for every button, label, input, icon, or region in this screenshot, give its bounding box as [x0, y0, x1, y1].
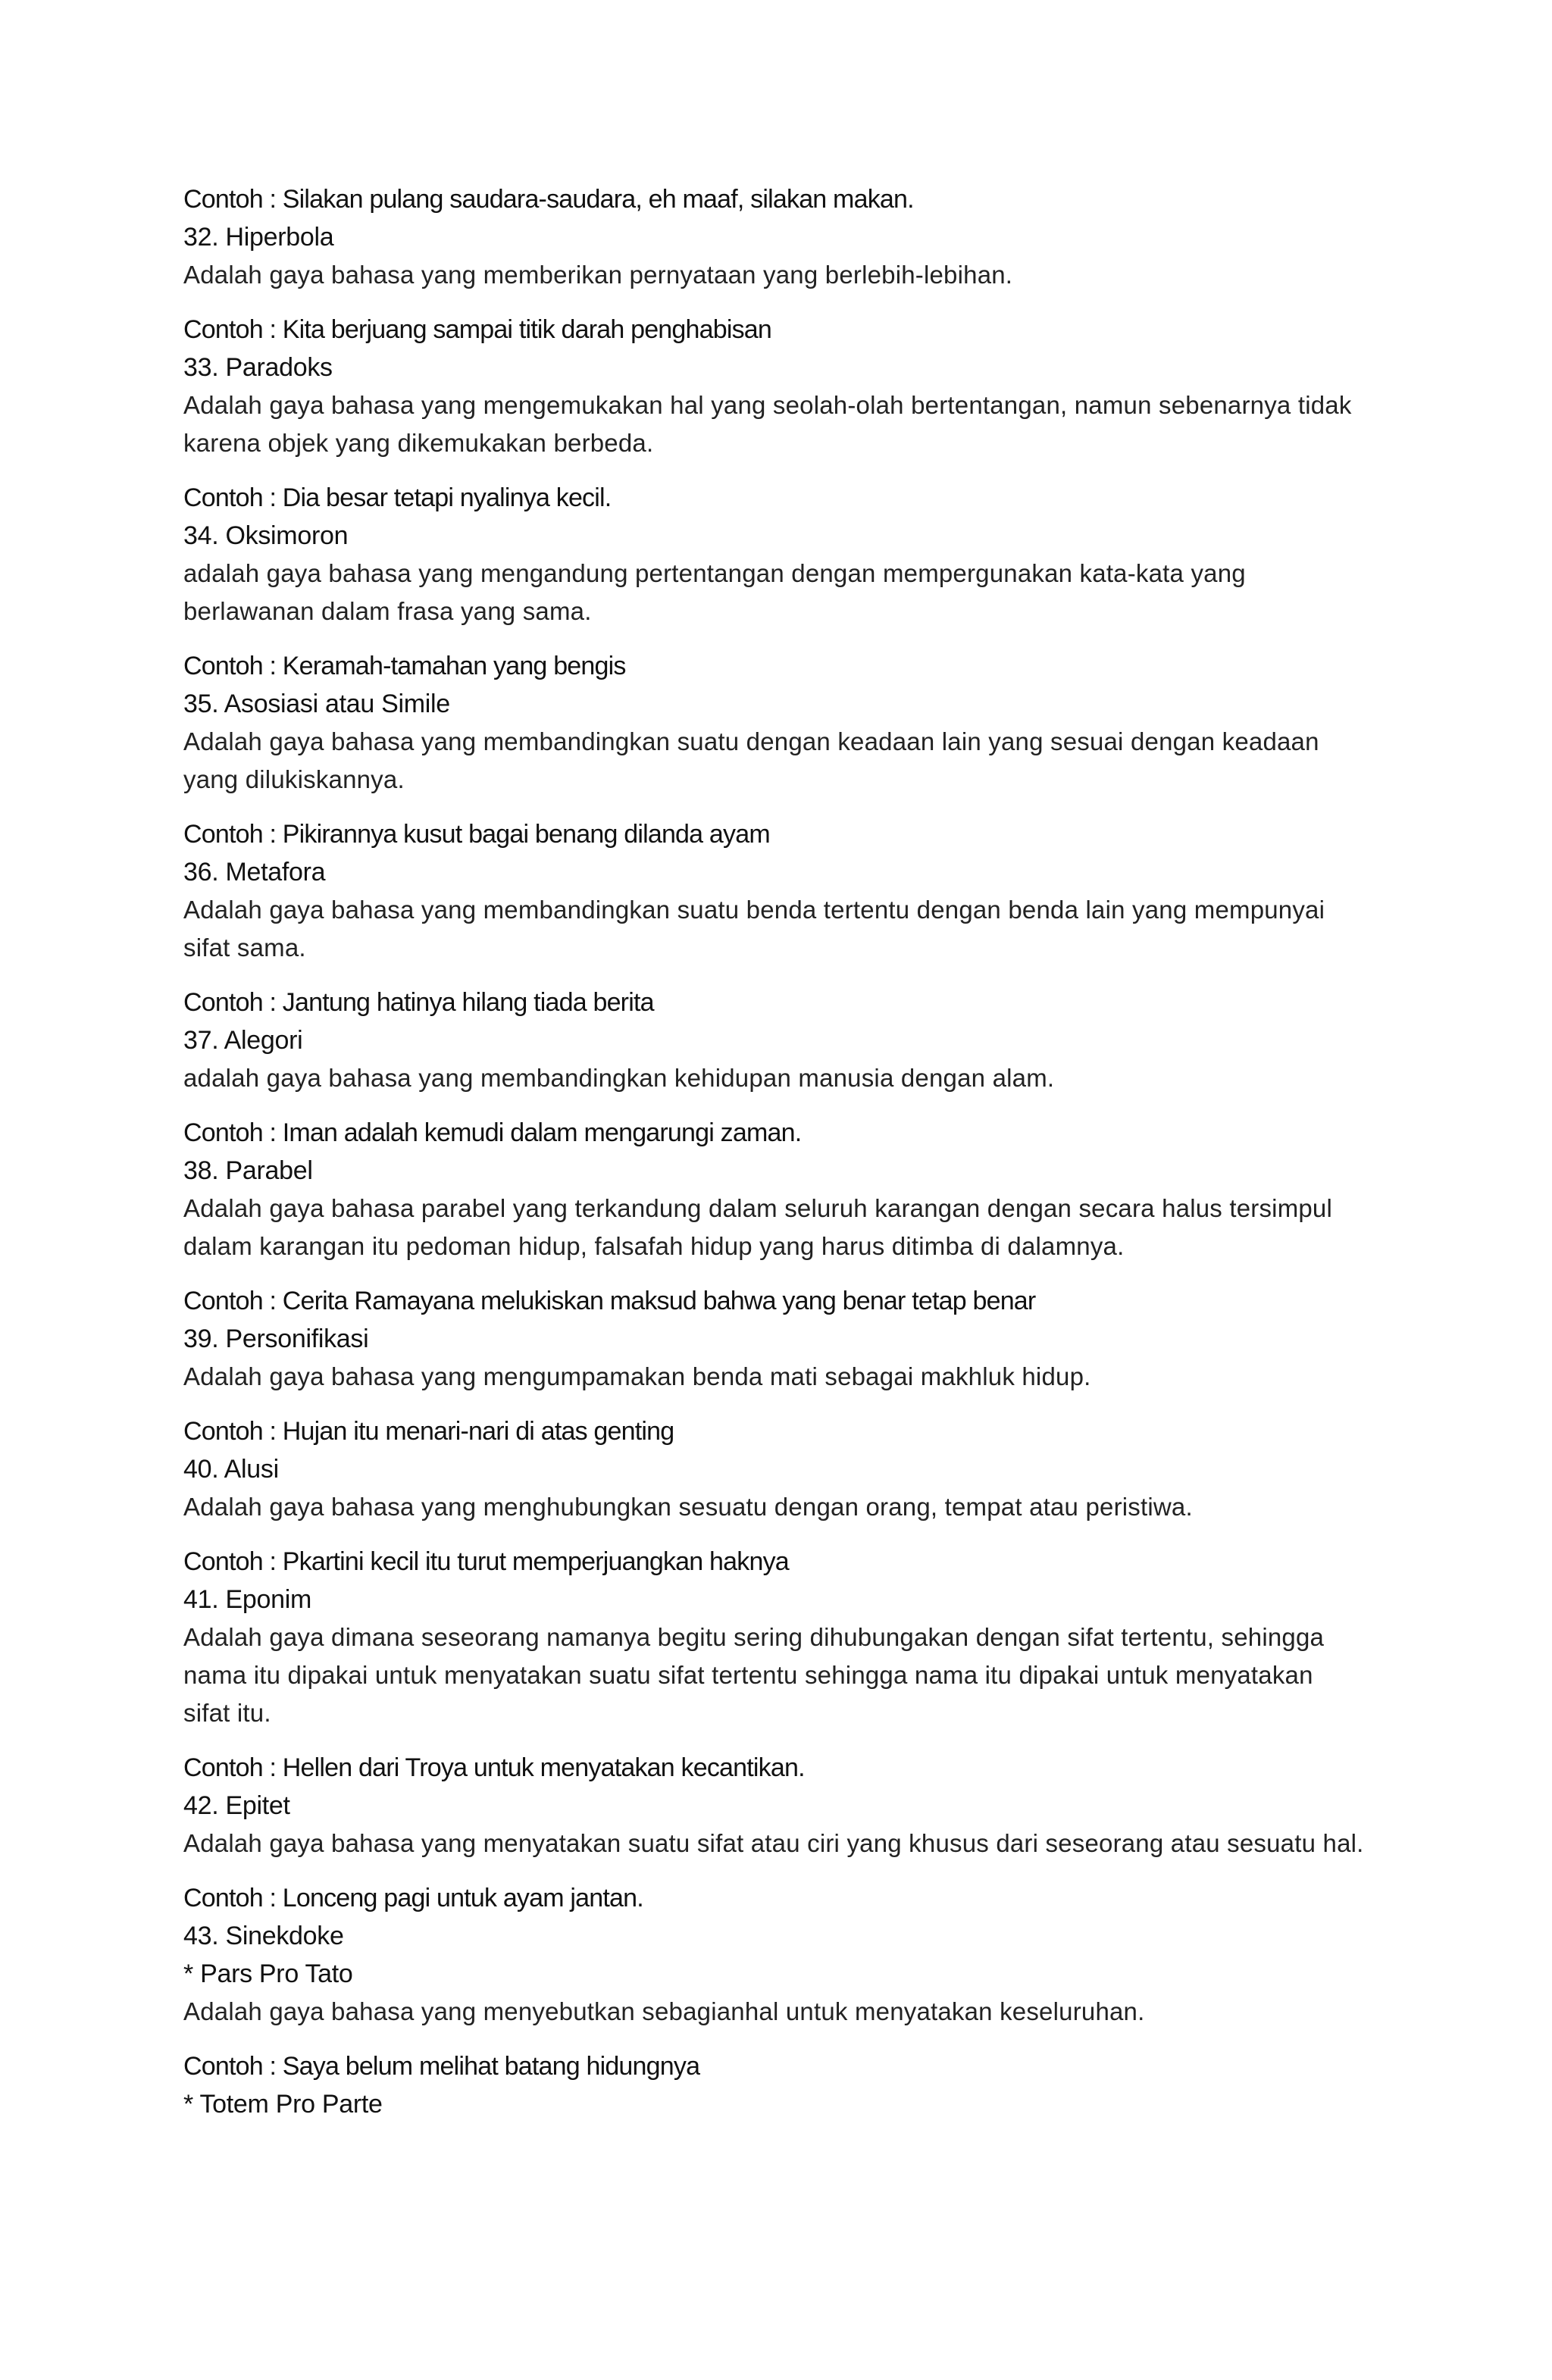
- term-definition: Adalah gaya bahasa yang menyatakan suatu sifat atau ciri yang khusus dari seseorang atau sesuatu hal.: [183, 1829, 1364, 1857]
- term-heading: 34. Oksimoron: [183, 521, 349, 550]
- style-entry: [183, 1543, 1366, 1732]
- sub-term-heading: * Pars Pro Tato: [183, 1959, 353, 1988]
- term-heading: 41. Eponim: [183, 1585, 311, 1614]
- example-line: Contoh : Hellen dari Troya untuk menyatakan kecantikan.: [183, 1753, 805, 1782]
- term-definition: Adalah gaya bahasa yang mengemukakan hal yang seolah-olah bertentangan, namun sebenarnya tidak karena objek yang dikemukakan berbeda.: [183, 391, 1352, 457]
- example-line: Contoh : Saya belum melihat batang hidungnya: [183, 2052, 700, 2081]
- term-definition: Adalah gaya bahasa yang membandingkan suatu benda tertentu dengan benda lain yang mempunyai sifat sama.: [183, 896, 1325, 962]
- style-entry: [183, 479, 1366, 630]
- term-definition: Adalah gaya bahasa parabel yang terkandung dalam seluruh karangan dengan secara halus tersimpul dalam karangan itu pedoman hidup, falsafah hidup yang harus ditimba di dalamnya.: [183, 1194, 1333, 1260]
- style-entry: [183, 180, 1366, 294]
- term-heading: 36. Metafora: [183, 858, 326, 887]
- term-heading: 35. Asosiasi atau Simile: [183, 690, 450, 718]
- example-line: Contoh : Iman adalah kemudi dalam mengarungi zaman.: [183, 1118, 802, 1147]
- example-line: Contoh : Keramah-tamahan yang bengis: [183, 652, 626, 680]
- example-line: Contoh : Kita berjuang sampai titik darah penghabisan: [183, 315, 772, 344]
- style-entry: [183, 311, 1366, 462]
- style-entry: [183, 647, 1366, 799]
- term-definition: Adalah gaya bahasa yang membandingkan suatu dengan keadaan lain yang sesuai dengan keadaan yang dilukiskannya.: [183, 727, 1319, 793]
- term-heading: * Totem Pro Parte: [183, 2090, 383, 2119]
- term-definition: Adalah gaya bahasa yang menyebutkan sebagianhal untuk menyatakan keseluruhan.: [183, 1997, 1145, 2025]
- term-heading: 43. Sinekdoke: [183, 1922, 344, 1950]
- style-entry: [183, 984, 1366, 1097]
- term-heading: 40. Alusi: [183, 1455, 279, 1484]
- style-entry: [183, 815, 1366, 967]
- document-body: [183, 180, 1366, 2140]
- term-heading: 38. Parabel: [183, 1156, 313, 1185]
- example-line: Contoh : Hujan itu menari-nari di atas genting: [183, 1417, 674, 1446]
- term-heading: 33. Paradoks: [183, 353, 333, 382]
- example-line: Contoh : Jantung hatinya hilang tiada berita: [183, 988, 654, 1017]
- example-line: Contoh : Cerita Ramayana melukiskan maksud bahwa yang benar tetap benar: [183, 1287, 1036, 1315]
- style-entry: [183, 1412, 1366, 1526]
- term-definition: Adalah gaya bahasa yang mengumpamakan benda mati sebagai makhluk hidup.: [183, 1362, 1091, 1390]
- example-line: Contoh : Pikirannya kusut bagai benang dilanda ayam: [183, 820, 770, 849]
- example-line: Contoh : Silakan pulang saudara-saudara, eh maaf, silakan makan.: [183, 185, 914, 214]
- term-heading: 39. Personifikasi: [183, 1324, 369, 1353]
- term-definition: adalah gaya bahasa yang membandingkan kehidupan manusia dengan alam.: [183, 1064, 1055, 1092]
- style-entry: [183, 1282, 1366, 1396]
- example-line: Contoh : Dia besar tetapi nyalinya kecil.: [183, 483, 612, 512]
- style-entry: [183, 1749, 1366, 1862]
- style-entry: [183, 1114, 1366, 1265]
- style-entry: [183, 1879, 1366, 2031]
- example-line: Contoh : Pkartini kecil itu turut memperjuangkan haknya: [183, 1547, 789, 1576]
- term-heading: 42. Epitet: [183, 1791, 290, 1820]
- term-definition: Adalah gaya dimana seseorang namanya begitu sering dihubungakan dengan sifat tertentu, sehingga nama itu dipakai untuk menyatakan suatu sifat tertentu sehingga nama itu dipakai untuk menyatakan sifat itu.: [183, 1623, 1325, 1727]
- term-heading: 37. Alegori: [183, 1026, 303, 1055]
- example-line: Contoh : Lonceng pagi untuk ayam jantan.: [183, 1884, 643, 1912]
- term-definition: Adalah gaya bahasa yang menghubungkan sesuatu dengan orang, tempat atau peristiwa.: [183, 1493, 1193, 1521]
- term-heading: 32. Hiperbola: [183, 223, 334, 252]
- style-entry: [183, 2047, 1366, 2123]
- term-definition: Adalah gaya bahasa yang memberikan pernyataan yang berlebih-lebihan.: [183, 261, 1013, 289]
- term-definition: adalah gaya bahasa yang mengandung pertentangan dengan mempergunakan kata-kata yang berlawanan dalam frasa yang sama.: [183, 559, 1246, 625]
